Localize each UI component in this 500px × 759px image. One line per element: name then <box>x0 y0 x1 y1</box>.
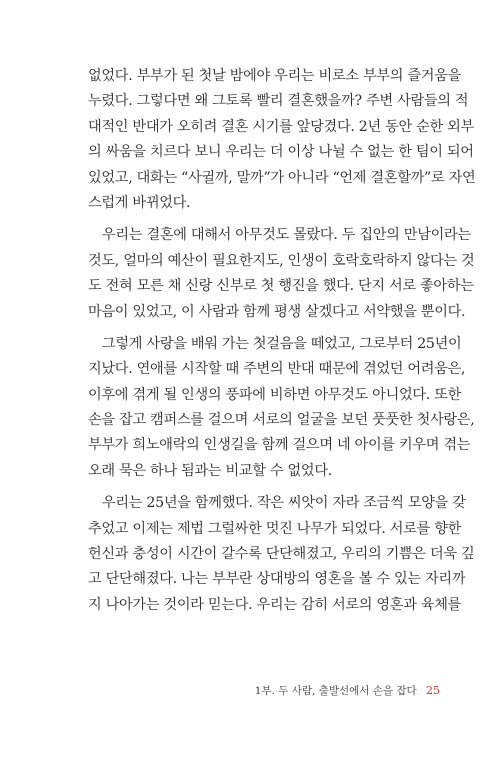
paragraph <box>88 223 475 325</box>
text-line: 추었고 이제는 제법 그럴싸한 멋진 나무가 되었다. 서로를 향한 <box>88 520 462 537</box>
text-line: 이후에 겪게 될 인생의 풍파에 비하면 아무것도 아니었다. 또한 <box>88 386 462 403</box>
text-line: 그렇게 사랑을 배워 가는 첫걸음을 떼었고, 그로부터 25년이 <box>102 335 462 352</box>
text-line: 헌신과 충성이 시간이 갈수록 단단해졌고, 우리의 기쁨은 더욱 깊 <box>88 546 475 563</box>
text-line: 누렸다. 그렇다면 왜 그토록 빨리 결혼했을까? 주변 사람들의 적 <box>88 93 469 110</box>
text-line: 손을 잡고 캠퍼스를 걸으며 서로의 얼굴을 보던 풋풋한 첫사랑은, <box>88 412 475 429</box>
text-line: 우리는 25년을 함께했다. 작은 씨앗이 자라 조금씩 모양을 갖 <box>102 495 466 512</box>
text-line: 고 단단해졌다. 나는 부부란 상대방의 영혼을 볼 수 있는 자리까 <box>88 571 466 588</box>
paragraph <box>88 64 476 216</box>
text-line: 우리는 결혼에 대해서 아무것도 몰랐다. 두 집안의 만남이라는 <box>102 227 471 244</box>
text-line: 없었다. 부부가 된 첫날 밤에야 우리는 비로소 부부의 즐거움을 <box>88 68 462 84</box>
text-line: 의 싸움을 치르다 보니 우리는 더 이상 나뉠 수 없는 한 팀이 되어 <box>88 144 474 161</box>
text-line: 마음이 있었고, 이 사람과 함께 평생 살겠다고 서약했을 뿐이다. <box>88 303 466 320</box>
running-header-chapter: 1부. 두 사람, 출발선에서 손을 잡다 <box>254 685 417 697</box>
text-line: 지났다. 연애를 시작할 때 주변의 반대 때문에 겪었던 어려움은, <box>88 361 466 378</box>
text-line: 스럽게 바뀌었다. <box>88 194 191 211</box>
text-line: 것도, 얼마의 예산이 필요한지도, 인생이 호락호락하지 않다는 것 <box>88 252 475 269</box>
paragraph <box>88 332 475 484</box>
page-number: 25 <box>426 684 440 697</box>
text-line: 있었고, 대화는 “사귈까, 말까”가 아니라 “언제 결혼할까”로 자연 <box>88 169 476 186</box>
text-line: 부부가 희노애락의 인생길을 함께 걸으며 네 아이를 키우며 겪는 <box>88 437 471 454</box>
text-line: 지 나아가는 것이라 믿는다. 우리는 감히 서로의 영혼과 육체를 <box>88 596 462 613</box>
text-line: 도 전혀 모른 채 신랑 신부로 첫 행진을 했다. 단지 서로 좋아하는 <box>88 278 474 295</box>
page-body <box>88 64 476 625</box>
text-line: 오래 묵은 하나 됨과는 비교할 수 없었다. <box>88 462 332 479</box>
text-line: 대적인 반대가 오히려 결혼 시기를 앞당겼다. 2년 동안 순한 외부 <box>88 118 474 135</box>
page-footer <box>0 683 440 698</box>
paragraph <box>88 491 475 618</box>
